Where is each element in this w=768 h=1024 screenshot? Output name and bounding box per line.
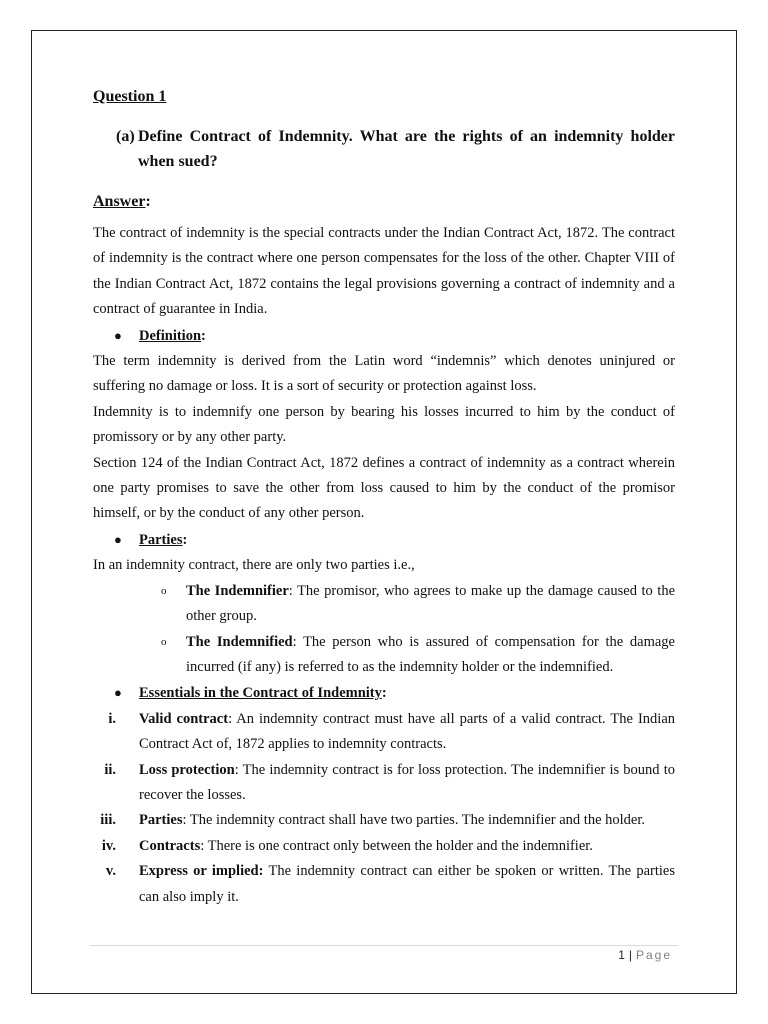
parties-bullet: [114, 527, 675, 553]
sub-bullet-marker: o: [161, 584, 167, 597]
definition-colon: :: [201, 327, 206, 344]
party-text: : The person who is assured of compensation for the damage incurred (if any) is referred to as the indemnity holder or the indemnified.: [186, 633, 675, 675]
essentials-heading: Essentials in the Contract of Indemnity: [139, 685, 382, 702]
party-text: : The promisor, who agrees to make up the damage caused to the other group.: [186, 582, 676, 625]
question-title: Question 1: [93, 88, 167, 105]
bullet-dot: ●: [114, 685, 122, 701]
party-term: The Indemnifier: [186, 582, 289, 599]
essential-number: ii.: [104, 761, 116, 778]
essential-text: The indemnity contract can either be spoken or written. The parties can also imply it.: [139, 863, 675, 905]
page-label: Page: [635, 948, 672, 962]
essential-number: iv.: [101, 837, 116, 854]
definition-para-3: Section 124 of the Indian Contract Act, 1872 defines a contract of indemnity as a contract wherein one party promises to save the other from loss caused to him by the conduct of the promisor himself, or by the conduct of any other person.: [93, 454, 675, 522]
essential-number: iii.: [100, 812, 116, 829]
sub-bullet-marker: o: [161, 635, 167, 648]
sub-question-text: Define Contract of Indemnity. What are the rights of an indemnity holder when sued?: [138, 128, 675, 170]
sub-question: [116, 124, 675, 174]
essentials-bullet: [114, 680, 675, 706]
intro-paragraph: The contract of indemnity is the special contracts under the Indian Contract Act, 1872. The contract of indemnity is the contract where one person compensates for the loss of the other. Chapter VIII of the Indian Contract Act, 1872 contains the legal provisions governing a contract of indemnity and a contract of guarantee in India.: [93, 225, 675, 318]
definition-bullet: [114, 323, 675, 349]
essentials-colon: :: [381, 685, 387, 702]
essential-term: Express or implied:: [139, 863, 264, 880]
page-footer: [618, 948, 672, 962]
bullet-dot: ●: [114, 327, 122, 343]
footer-separator: |: [628, 948, 633, 962]
essential-text: : The indemnity contract shall have two parties. The indemnifier and the holder.: [182, 812, 646, 829]
essential-item: [93, 707, 675, 758]
sub-question-label: (a): [116, 128, 135, 145]
bullet-dot: ●: [114, 531, 122, 547]
essential-text: : The indemnity contract is for loss protection. The indemnifier is bound to recover the losses.: [139, 761, 675, 803]
essential-text: : There is one contract only between the holder and the indemnifier.: [200, 837, 593, 854]
answer-heading-colon: :: [145, 193, 151, 210]
footer-divider: [90, 945, 678, 946]
essential-term: Contracts: [139, 837, 201, 854]
essential-item: [93, 758, 675, 809]
parties-colon: :: [182, 531, 188, 548]
parties-intro: In an indemnity contract, there are only two parties i.e.,: [93, 557, 415, 574]
page-number: 1: [618, 948, 626, 962]
essential-number: v.: [105, 863, 116, 880]
party-term: The Indemnified: [186, 633, 293, 650]
essential-item: [93, 859, 675, 910]
definition-para-2: Indemnity is to indemnify one person by bearing his losses incurred to him by the conduct of promissory or by any other party.: [93, 403, 675, 446]
essential-term: Loss protection: [139, 761, 235, 778]
essential-item: [93, 834, 675, 859]
essential-term: Valid contract: [139, 710, 229, 727]
essential-term: Parties: [139, 812, 183, 829]
answer-heading: [93, 191, 675, 213]
essential-number: i.: [108, 710, 116, 727]
party-item: [161, 579, 675, 630]
document-body: [93, 86, 675, 910]
definition-para-1: The term indemnity is derived from the Latin word “indemnis” which denotes uninjured or suffering no damage or loss. It is a sort of security or protection against loss.: [93, 353, 675, 395]
definition-heading: Definition: [139, 327, 202, 344]
essential-item: [93, 808, 675, 833]
parties-heading: Parties: [139, 531, 183, 548]
essential-text: : An indemnity contract must have all parts of a valid contract. The Indian Contract Act of, 1872 applies to indemnity contracts.: [139, 710, 676, 753]
answer-heading-text: Answer: [93, 193, 146, 210]
party-item: [161, 630, 675, 681]
